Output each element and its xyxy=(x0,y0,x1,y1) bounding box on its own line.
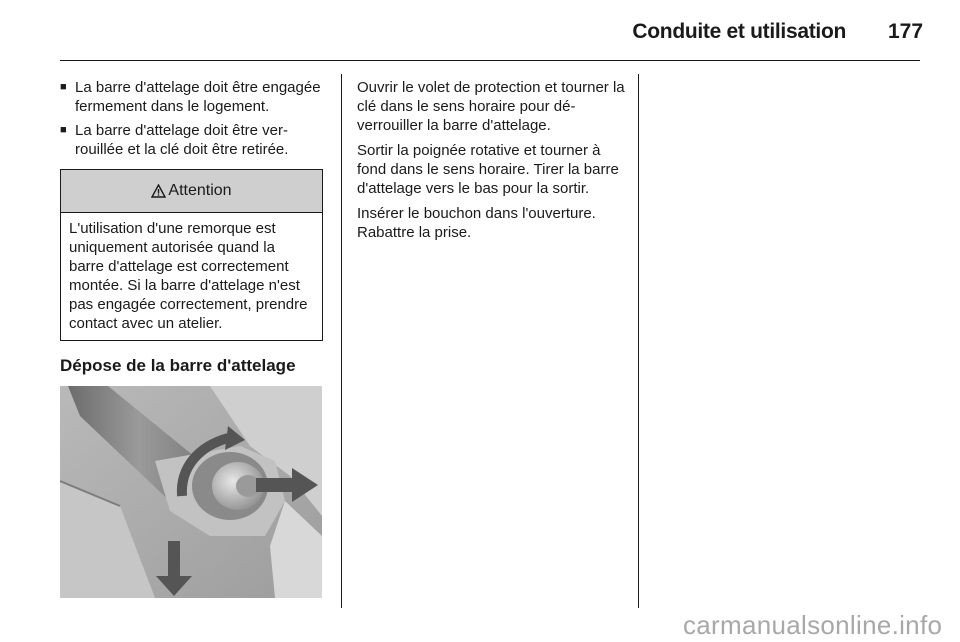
column-divider-right xyxy=(638,74,639,608)
bullet-text: La barre d'attelage doit être verrouillée et la clé doit être retirée. xyxy=(75,122,289,158)
page-header-title: Conduite et utilisation xyxy=(632,20,846,43)
bullet-text: La barre d'attelage doit être engagée fermement dans le logement. xyxy=(75,79,321,115)
section-title: Dépose de la barre d'attelage xyxy=(60,356,296,375)
square-bullet-icon: ■ xyxy=(60,81,67,93)
watermark: carmanualsonline.info xyxy=(683,610,943,640)
column-divider-left xyxy=(341,74,342,608)
paragraph: Sortir la poignée rotative et tourner à fond dans le sens horaire. Tirer la barre d'attelage vers le bas pour la sortir. xyxy=(357,142,619,197)
attention-text: L'utilisation d'une remorque est uniquement autorisée quand la barre d'attelage est correctement montée. Si la barre d'attelage n'est pas engagée correctement, prendre contact avec un atelier. xyxy=(69,220,308,332)
paragraph: Ouvrir le volet de protection et tourner la clé dans le sens horaire pour déverrouiller la barre d'attelage. xyxy=(357,79,625,134)
attention-header xyxy=(61,170,322,213)
bullet-item xyxy=(60,78,326,116)
attention-title: Attention xyxy=(168,182,232,199)
column-left xyxy=(60,78,326,598)
page-number: 177 xyxy=(888,20,924,43)
column-middle xyxy=(357,78,625,248)
towbar-removal-illustration xyxy=(60,386,322,598)
square-bullet-icon: ■ xyxy=(60,124,67,136)
warning-triangle-icon xyxy=(151,184,166,198)
attention-box xyxy=(60,169,323,341)
paragraph: Insérer le bouchon dans l'ouverture. Rabattre la prise. xyxy=(357,205,596,241)
bullet-item xyxy=(60,121,326,159)
header-rule xyxy=(60,60,920,61)
